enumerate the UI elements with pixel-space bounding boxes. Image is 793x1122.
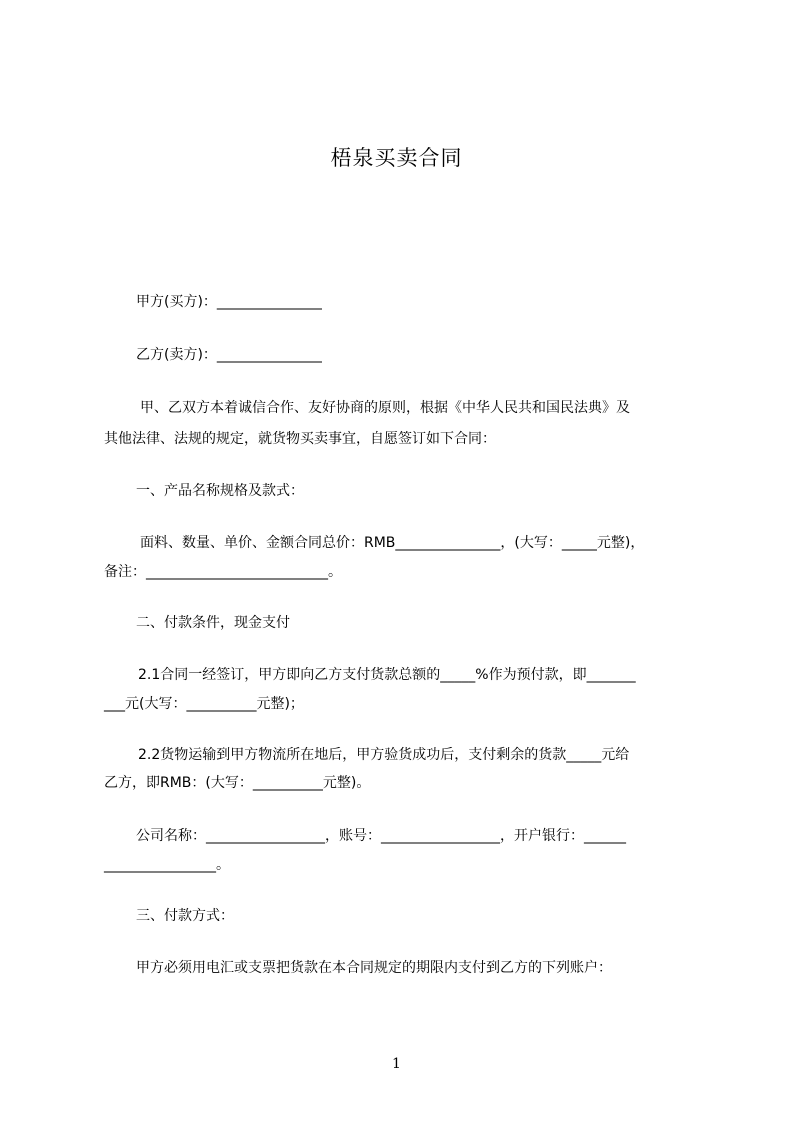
- party-a-line: 甲方(买方)：_______________: [136, 294, 322, 310]
- clause-2-2-line-2: 乙方，即RMB：(大写：__________元整)。: [104, 775, 371, 791]
- party-b-line: 乙方(卖方)：_______________: [136, 347, 322, 363]
- section-1-paragraph-line-1: 面料、数量、单价、金额合同总价：RMB_______________，(大写：_____元整)，: [140, 535, 645, 551]
- page-number: 1: [392, 1056, 401, 1072]
- company-info-line-2: ________________。: [104, 857, 230, 873]
- intro-paragraph-line-1: 甲、乙双方本着诚信合作、友好协商的原则，根据《中华人民共和国民法典》及: [140, 400, 630, 416]
- section-1-paragraph-line-2: 备注：__________________________。: [104, 564, 342, 580]
- section-2-heading: 二、付款条件，现金支付: [136, 615, 290, 631]
- document-title: 梧泉买卖合同: [330, 146, 463, 170]
- clause-2-2-line-1: 2.2货物运输到甲方物流所在地后，甲方验货成功后，支付剩余的货款_____元给: [138, 747, 630, 763]
- company-info-line-1: 公司名称：_________________，账号：_________________，开户银行：______: [136, 828, 626, 844]
- clause-2-1-line-1: 2.1合同一经签订，甲方即向乙方支付货款总额的_____%作为预付款，即_______: [138, 667, 636, 683]
- section-3-paragraph: 甲方必须用电汇或支票把货款在本合同规定的期限内支付到乙方的下列账户：: [136, 960, 612, 976]
- section-3-heading: 三、付款方式：: [136, 908, 234, 924]
- section-1-heading: 一、产品名称规格及款式：: [136, 483, 304, 499]
- intro-paragraph-line-2: 其他法律、法规的规定，就货物买卖事宜，自愿签订如下合同：: [104, 431, 496, 447]
- clause-2-1-line-2: ___元(大写：__________元整)；: [104, 696, 304, 712]
